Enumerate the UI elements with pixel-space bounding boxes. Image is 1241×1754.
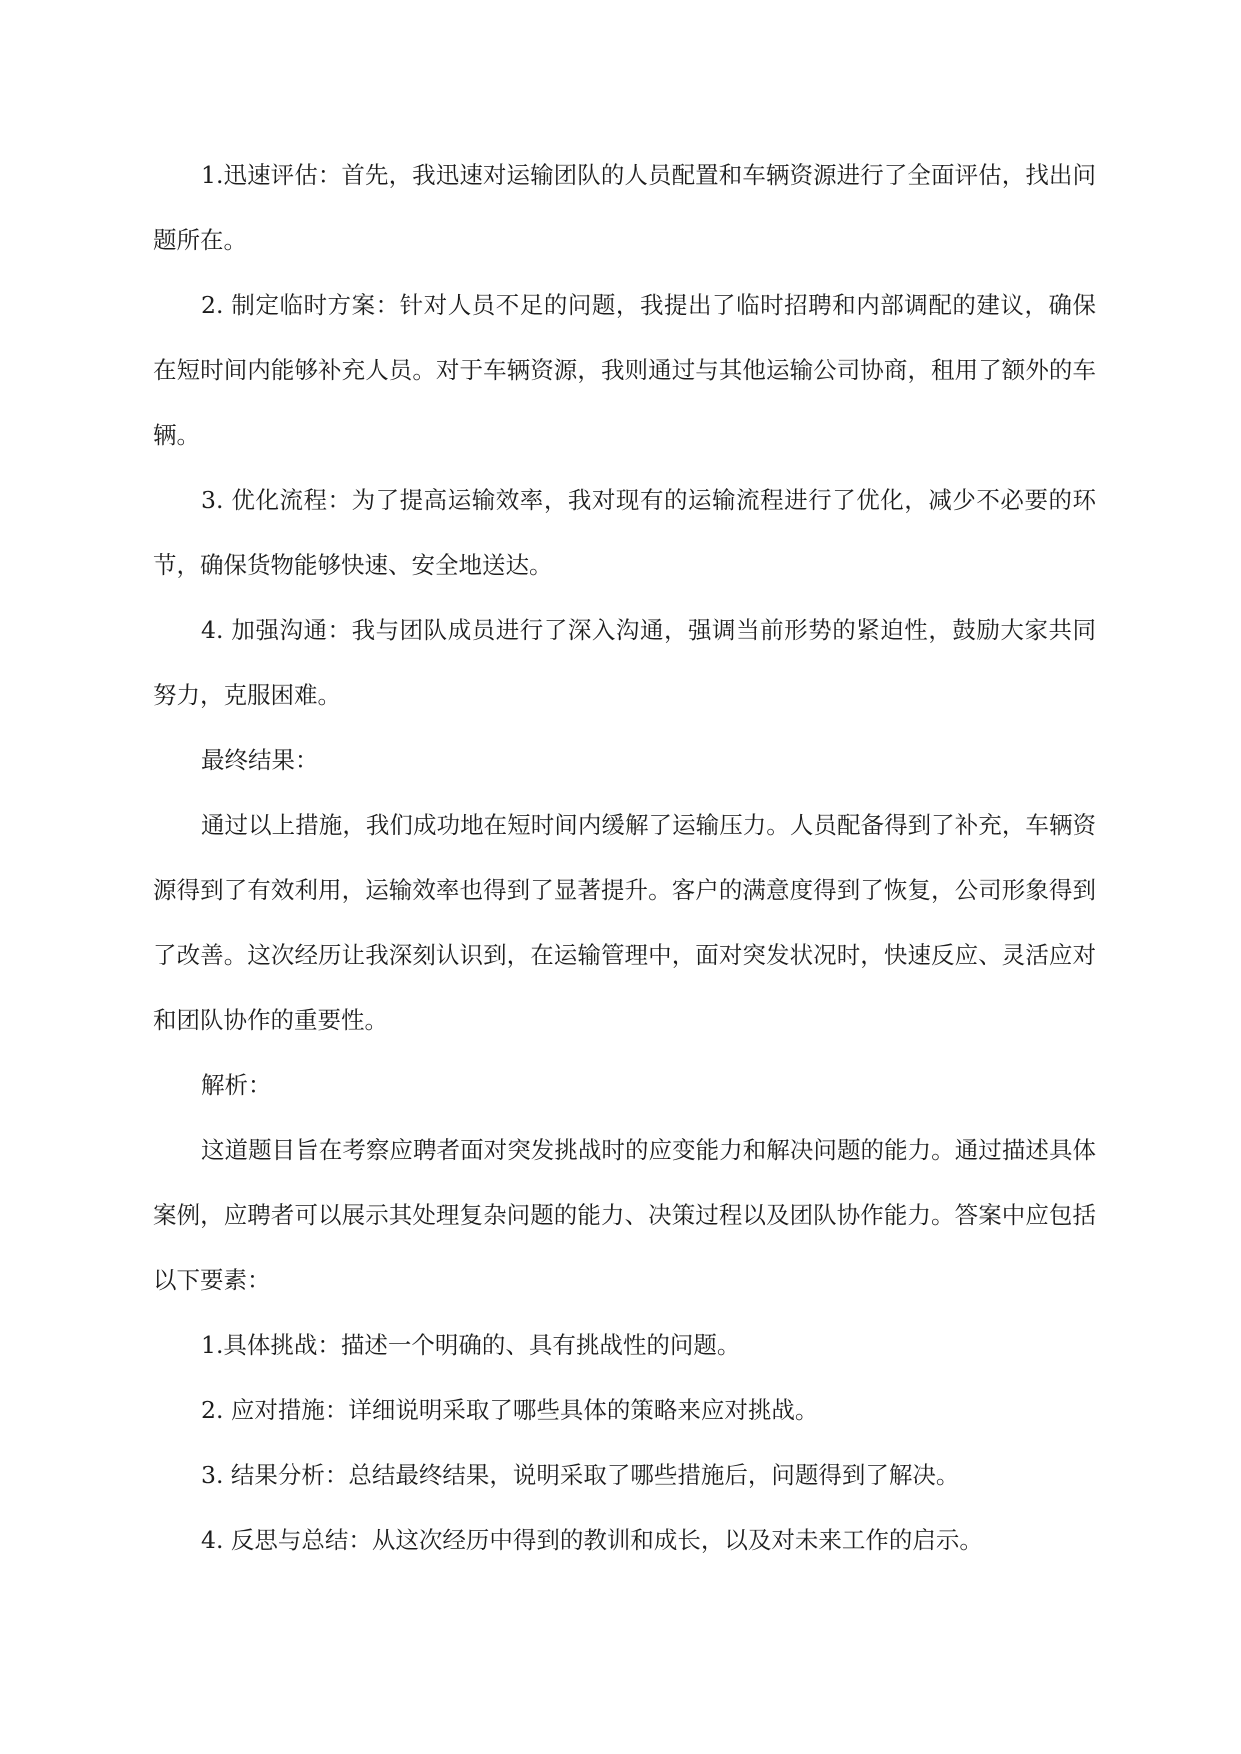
final-result-text: 通过以上措施，我们成功地在短时间内缓解了运输压力。人员配备得到了补充，车辆资源得到了有效利用，运输效率也得到了显著提升。客户的满意度得到了恢复，公司形象得到了改善。这次经历让我深刻认识到，在运输管理中，面对突发状况时，快速反应、灵活应对和团队协作的重要性。 bbox=[153, 811, 1096, 1034]
step-rapid-assessment: 1.迅速评估：首先，我迅速对运输团队的人员配置和车辆资源进行了全面评估，找出问题所在。 bbox=[153, 161, 1096, 254]
final-result-heading: 最终结果： bbox=[201, 746, 319, 774]
document-body bbox=[153, 143, 1096, 1573]
element-specific-challenge: 1.具体挑战：描述一个明确的、具有挑战性的问题。 bbox=[201, 1331, 741, 1359]
step-temporary-plan: 2. 制定临时方案：针对人员不足的问题，我提出了临时招聘和内部调配的建议，确保在短时间内能够补充人员。对于车辆资源，我则通过与其他运输公司协商，租用了额外的车辆。 bbox=[153, 291, 1096, 449]
analysis-heading: 解析： bbox=[201, 1071, 272, 1099]
step-optimize-process: 3. 优化流程：为了提高运输效率，我对现有的运输流程进行了优化，减少不必要的环节，确保货物能够快速、安全地送达。 bbox=[153, 486, 1096, 579]
analysis-text: 这道题目旨在考察应聘者面对突发挑战时的应变能力和解决问题的能力。通过描述具体案例，应聘者可以展示其处理复杂问题的能力、决策过程以及团队协作能力。答案中应包括以下要素： bbox=[153, 1136, 1096, 1294]
step-strengthen-communication: 4. 加强沟通：我与团队成员进行了深入沟通，强调当前形势的紧迫性，鼓励大家共同努力，克服困难。 bbox=[153, 616, 1096, 709]
element-response-measures: 2. 应对措施：详细说明采取了哪些具体的策略来应对挑战。 bbox=[201, 1396, 819, 1424]
element-reflection-summary: 4. 反思与总结：从这次经历中得到的教训和成长，以及对未来工作的启示。 bbox=[201, 1526, 983, 1554]
element-result-analysis: 3. 结果分析：总结最终结果，说明采取了哪些措施后，问题得到了解决。 bbox=[201, 1461, 960, 1489]
